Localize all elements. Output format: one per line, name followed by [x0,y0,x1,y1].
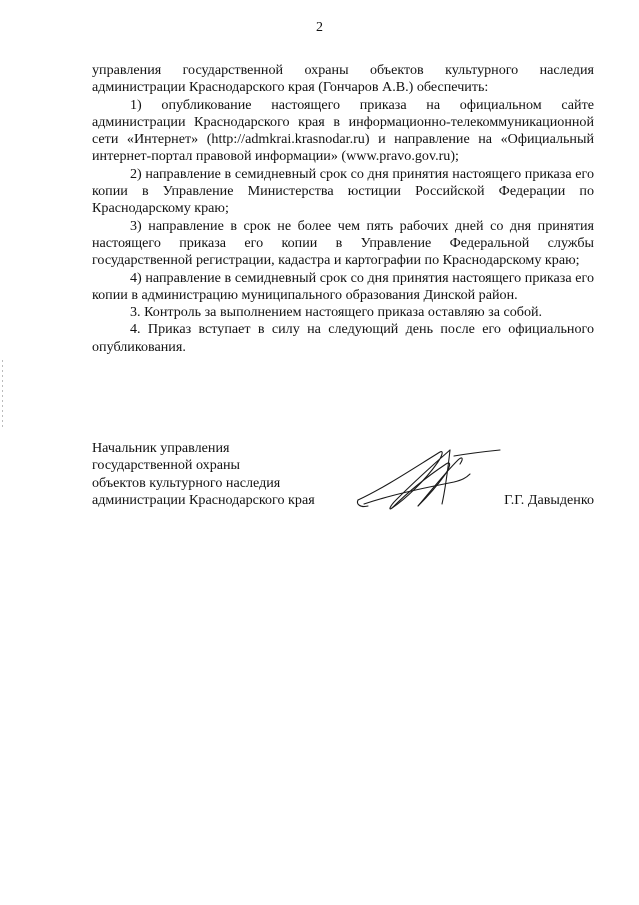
paragraph-item-3: 3) направление в срок не более чем пять рабочих дней со дня принятия настоящего приказа его копии в Управление Федеральной службы государственной регистрации, кадастра и картографии по Краснодарскому краю; [92,217,594,269]
signer-position [92,440,315,509]
signer-position-line: Начальник управления [92,440,230,456]
signer-position-line: объектов культурного наследия [92,474,281,491]
signature-block [92,440,594,520]
page-number: 2 [316,20,323,35]
signer-position-line: государственной охраны [92,457,241,474]
handwritten-signature [354,438,504,518]
signer-position-line: администрации Краснодарского края [92,491,315,508]
signer-name: Г.Г. Давыденко [504,491,594,508]
scan-edge-mark [2,360,3,430]
paragraph-effective-date: 4. Приказ вступает в силу на следующий день после его официального опубликования. [92,321,594,355]
document-body [92,62,594,356]
paragraph-item-4: 4) направление в семидневный срок со дня принятия настоящего приказа его копии в администрацию муниципального образования Динской район. [92,269,594,303]
paragraph-item-1: 1) опубликование настоящего приказа на официальном сайте администрации Краснодарского края в информационно-телекоммуникационной сети «Интернет» (http://admkrai.krasnodar.ru) и направление на «Официальный интернет-портал правовой информации» (www.pravo.gov.ru); [92,96,594,165]
paragraph-control: 3. Контроль за выполнением настоящего приказа оставляю за собой. [130,304,543,321]
paragraph-lead: управления государственной охраны объектов культурного наследия администрации Краснодарского края (Гончаров А.В.) обеспечить: [92,62,594,96]
paragraph-item-2: 2) направление в семидневный срок со дня принятия настоящего приказа его копии в Управление Министерства юстиции Российской Федерации по Краснодарскому краю; [92,165,594,217]
